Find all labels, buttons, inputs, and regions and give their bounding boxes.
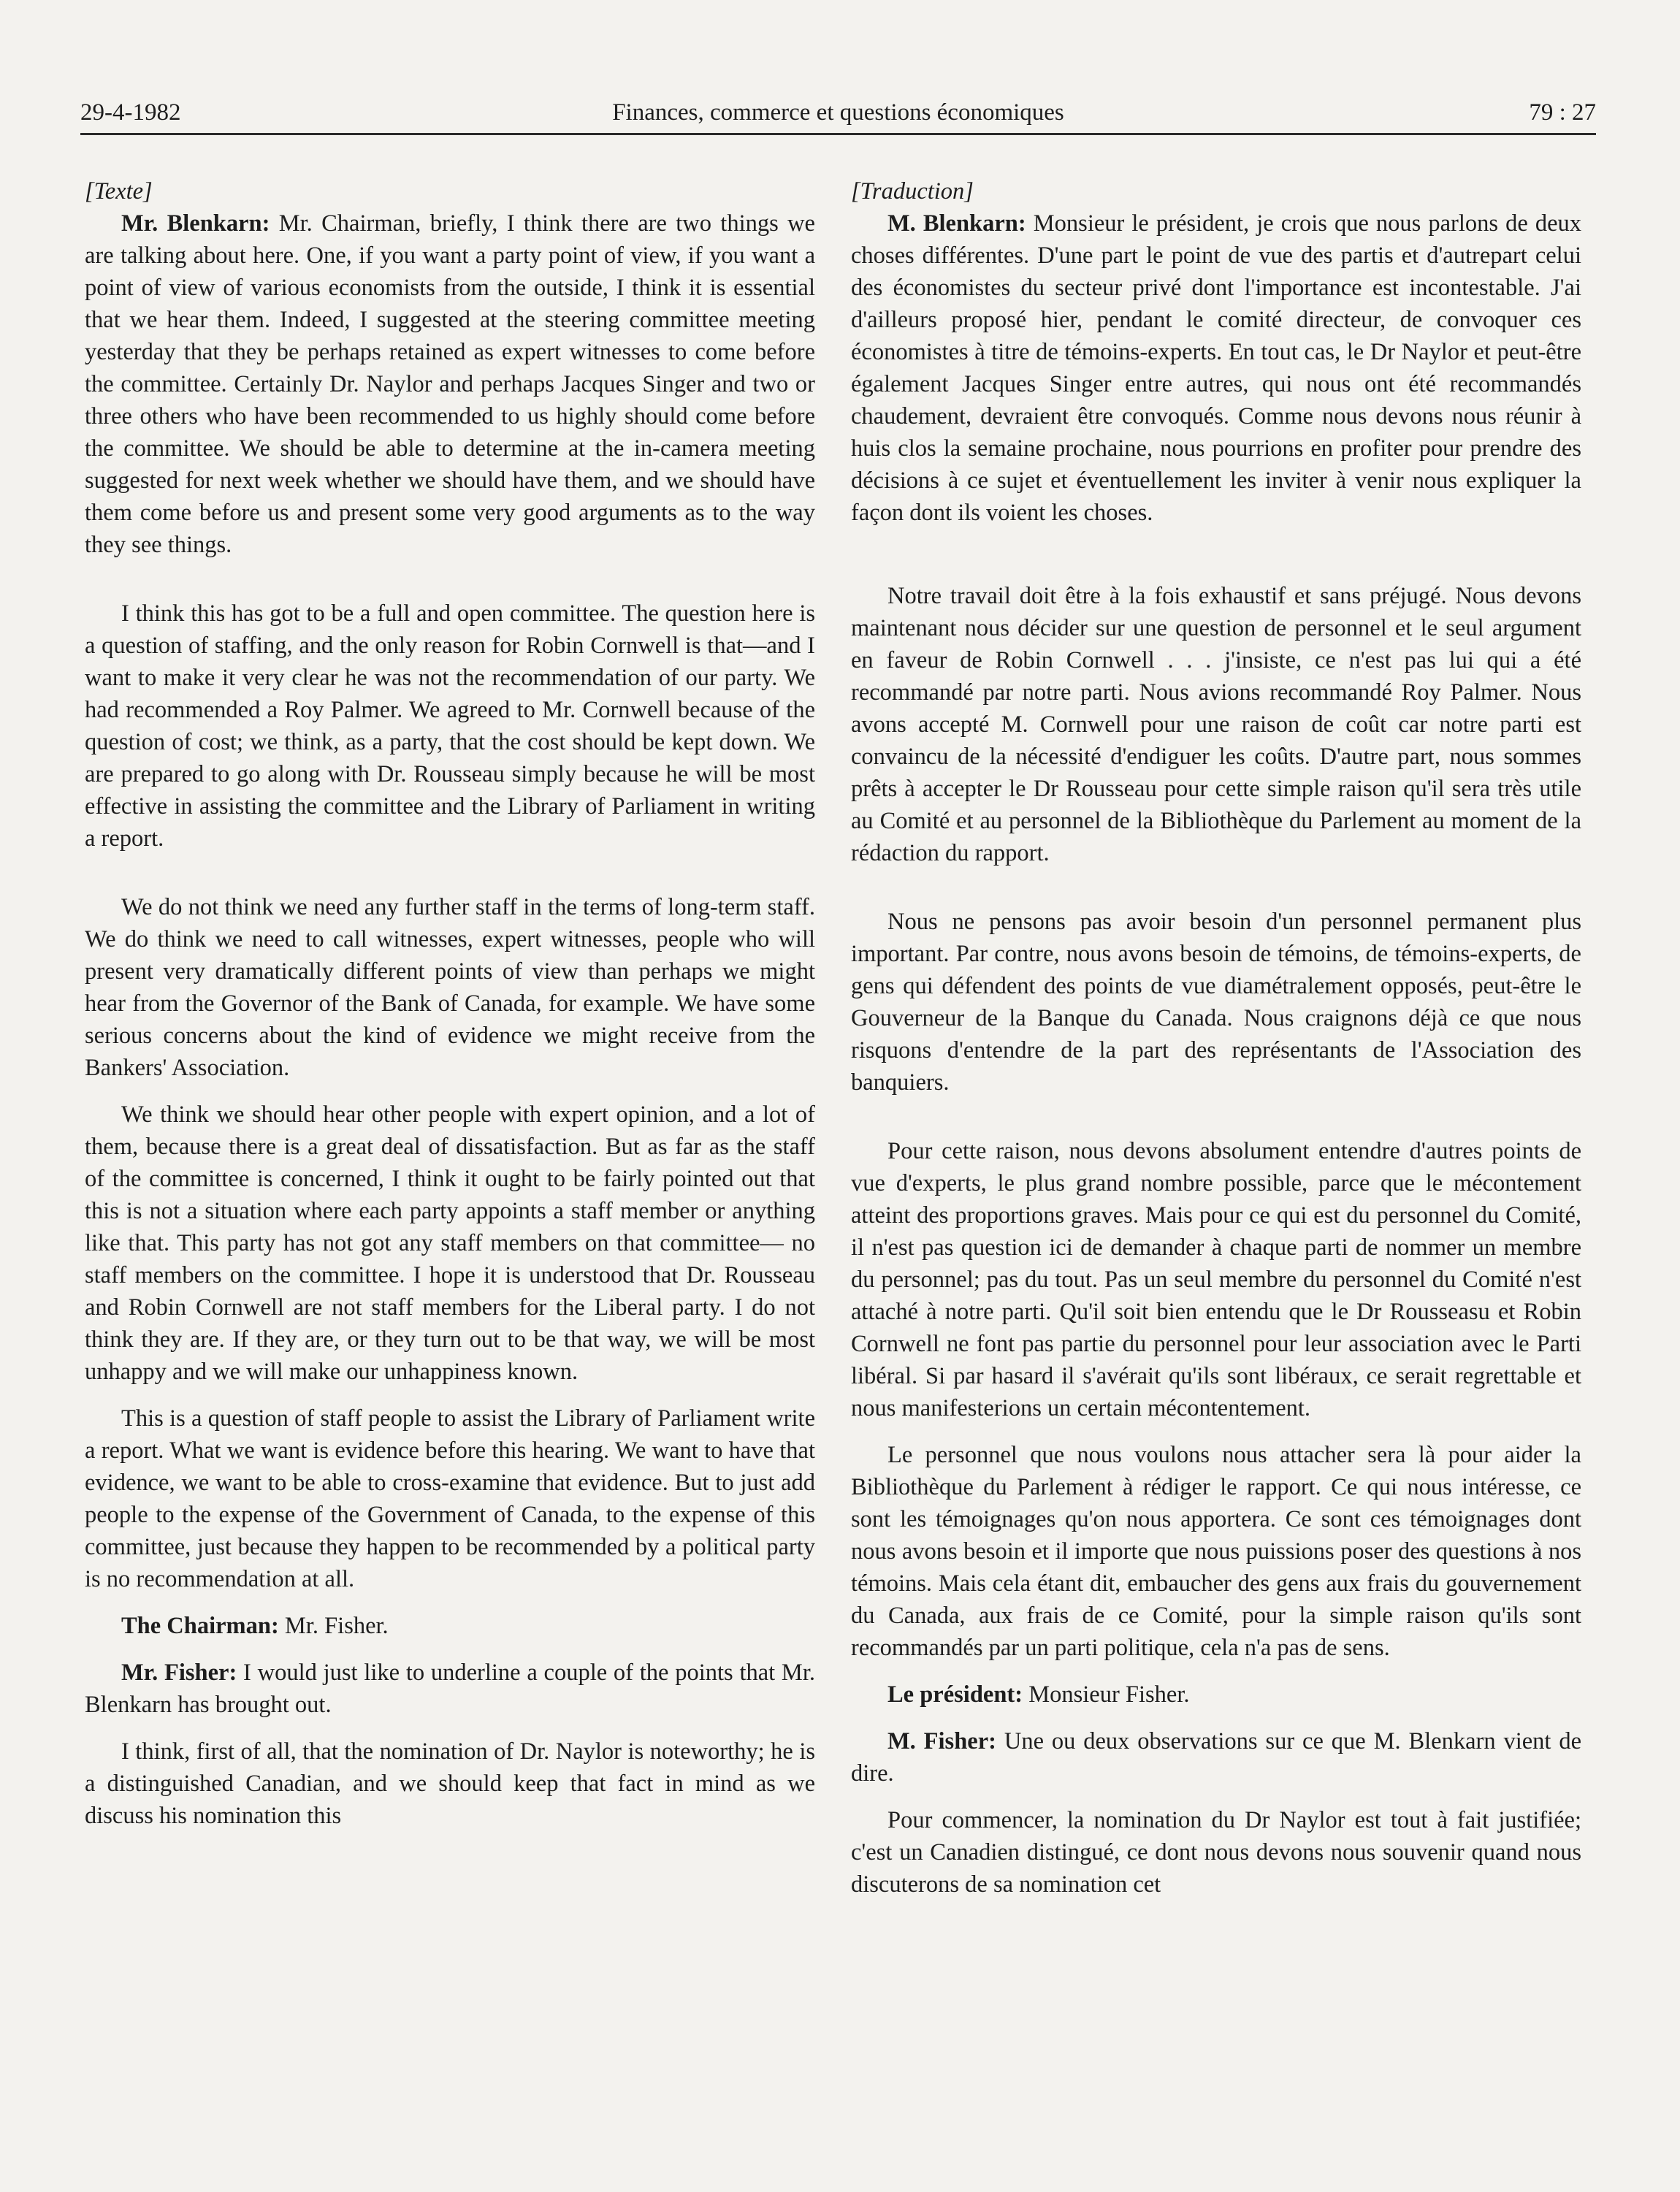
paragraph: Mr. Fisher: I would just like to underline a couple of the points that Mr. Blenkarn has brought out. (85, 1660, 815, 1718)
speaker-name: Mr. Blenkarn: (121, 210, 270, 237)
french-column (851, 175, 1581, 1915)
header-page-number: 79 : 27 (1529, 99, 1596, 126)
paragraph: We do not think we need any further staff in the terms of long-term staff. We do think we need to call witnesses, expert witnesses, people who will present very dramatically different points of view than perhaps we might hear from the Governor of the Bank of Canada, for example. We have some serious concerns about the kind of evidence we might receive from the Bankers' Association. (85, 894, 815, 1081)
paragraph: M. Fisher: Une ou deux observations sur ce que M. Blenkarn vient de dire. (851, 1728, 1582, 1787)
paragraph: Pour cette raison, nous devons absolument entendre d'autres points de vue d'experts, le plus grand nombre possible, parce que le mécontement atteint des proportions graves. Mais pour ce qui est du personnel du Comité, il n'est pas question ici de demander à chaque parti de nommer un membre du personnel; pas du tout. Pas un seul membre du personnel du Comité n'est attaché à notre parti. Qu'il soit bien entendu que le Dr Rousseasu et Robin Cornwell ne font pas partie du personnel pour leur association avec le Parti libéral. Si par hasard il s'avérait qu'ils sont libéraux, ce serait regrettable et nous manifesterions un certain mécontentement. (851, 1138, 1581, 1421)
running-header (80, 93, 1596, 135)
speaker-name: Mr. Fisher: (121, 1660, 237, 1686)
paragraph: Notre travail doit être à la fois exhaustif et sans préjugé. Nous devons maintenant nous décider sur une question de personnel et le seul argument en faveur de Robin Cornwell . . . j'insiste, ce n'est pas lui qui a été recommandé par notre parti. Nous avions recommandé Roy Palmer. Nous avons accepté M. Cornwell pour une raison de coût car notre parti est convaincu de la nécessité d'endiguer les coûts. D'autre part, nous sommes prêts à accepter le Dr Rousseau pour cette simple raison qu'il sera très utile au Comité et au personnel de la Bibliothèque du Parlement au moment de la rédaction du rapport. (851, 583, 1581, 866)
paragraph: M. Blenkarn: Monsieur le président, je crois que nous parlons de deux choses différentes. D'une part le point de vue des partis et d'autrepart celui des économistes du secteur privé dont l'importance est incontestable. J'ai d'ailleurs proposé hier, pendant le comité directeur, de convoquer ces économistes à titre de témoins-experts. En tout cas, le Dr Naylor et peut-être également Jacques Singer entre autres, qui nous ont été recommandés chaudement, devraient être convoqués. Comme nous devons nous réunir à huis clos la semaine prochaine, nous pourrions en profiter pour prendre des décisions à ce sujet et éventuellement les inviter à venir nous expliquer la façon dont ils voient les choses. (851, 210, 1582, 526)
paragraph: Mr. Blenkarn: Mr. Chairman, briefly, I think there are two things we are talking about here. One, if you want a party point of view, if you want a point of view of various economists from the outside, I think it is essential that we hear them. Indeed, I suggested at the steering committee meeting yesterday that they be perhaps retained as expert witnesses to come before the committee. Certainly Dr. Naylor and perhaps Jacques Singer and two or three others who have been recommended to us highly should come before the committee. We should be able to determine at the in-camera meeting suggested for next week whether we should have them, and we should have them come before us and present some very good arguments as to the way they see things. (85, 210, 815, 558)
speaker-name: M. Blenkarn: (887, 210, 1026, 237)
header-date: 29-4-1982 (80, 99, 181, 126)
speaker-name: M. Fisher: (887, 1728, 996, 1754)
language-tag: [Traduction] (851, 178, 974, 205)
paragraph: I think this has got to be a full and open committee. The question here is a question of staffing, and the only reason for Robin Cornwell is that—and I want to make it very clear he was not the recommendation of our party. We had recommended a Roy Palmer. We agreed to Mr. Cornwell because of the question of cost; we think, as a party, that the cost should be kept down. We are prepared to go along with Dr. Rousseau simply because he will be most effective in assisting the committee and the Library of Parliament in writing a report. (85, 600, 815, 852)
paragraph: Nous ne pensons pas avoir besoin d'un personnel permanent plus important. Par contre, nous avons besoin de témoins, de témoins-experts, de gens qui défendent des points de vue diamétralement opposés, peut-être le Gouverneur de la Banque du Canada. Nous craignons déjà ce que nous risquons d'entendre de la part des représentants de l'Association des banquiers. (851, 909, 1581, 1096)
paragraph: Pour commencer, la nomination du Dr Naylor est tout à fait justifiée; c'est un Canadien distingué, ce dont nous devons nous souvenir quand nous discuterons de sa nomination cet (851, 1807, 1581, 1898)
paragraph: We think we should hear other people with expert opinion, and a lot of them, because there is a great deal of dissatisfaction. But as far as the staff of the committee is concerned, I think it ought to be fairly pointed out that this is not a situation where each party appoints a staff member or anything like that. This party has not got any staff members on that committee— no staff members on the committee. I hope it is understood that Dr. Rousseau and Robin Cornwell are not staff members for the Liberal party. I do not think they are. If they are, or they turn out to be that way, we will be most unhappy and we will make our unhappiness known. (85, 1101, 815, 1385)
paragraph: Le président: Monsieur Fisher. (887, 1681, 1190, 1708)
header-title: Finances, commerce et questions économiques (612, 99, 1064, 126)
speaker-name: Le président: (887, 1681, 1023, 1708)
speaker-name: The Chairman: (121, 1613, 279, 1639)
paragraph: Le personnel que nous voulons nous attacher sera là pour aider la Bibliothèque du Parlement à rédiger le rapport. Ce qui nous intéresse, ce sont les témoignages qu'on nous apportera. Ce sont ces témoignages dont nous avons besoin et il importe que nous puissions poser des questions à nos témoins. Mais cela étant dit, embaucher des gens aux frais du gouvernement du Canada, aux frais de ce Comité, pour la simple raison qu'ils sont recommandés par un parti politique, cela n'a pas de sens. (851, 1442, 1581, 1661)
paragraph: I think, first of all, that the nomination of Dr. Naylor is noteworthy; he is a distinguished Canadian, and we should keep that fact in mind as we discuss his nomination this (85, 1738, 815, 1829)
paragraph: The Chairman: Mr. Fisher. (121, 1613, 389, 1639)
language-tag: [Texte] (85, 178, 153, 205)
paragraph: This is a question of staff people to assist the Library of Parliament write a report. What we want is evidence before this hearing. We want to have that evidence, we want to be able to cross-examine that evidence. But to just add people to the expense of the Government of Canada, to the expense of this committee, just because they happen to be recommended by a political party is no recommendation at all. (85, 1405, 815, 1592)
english-column (85, 175, 815, 1847)
